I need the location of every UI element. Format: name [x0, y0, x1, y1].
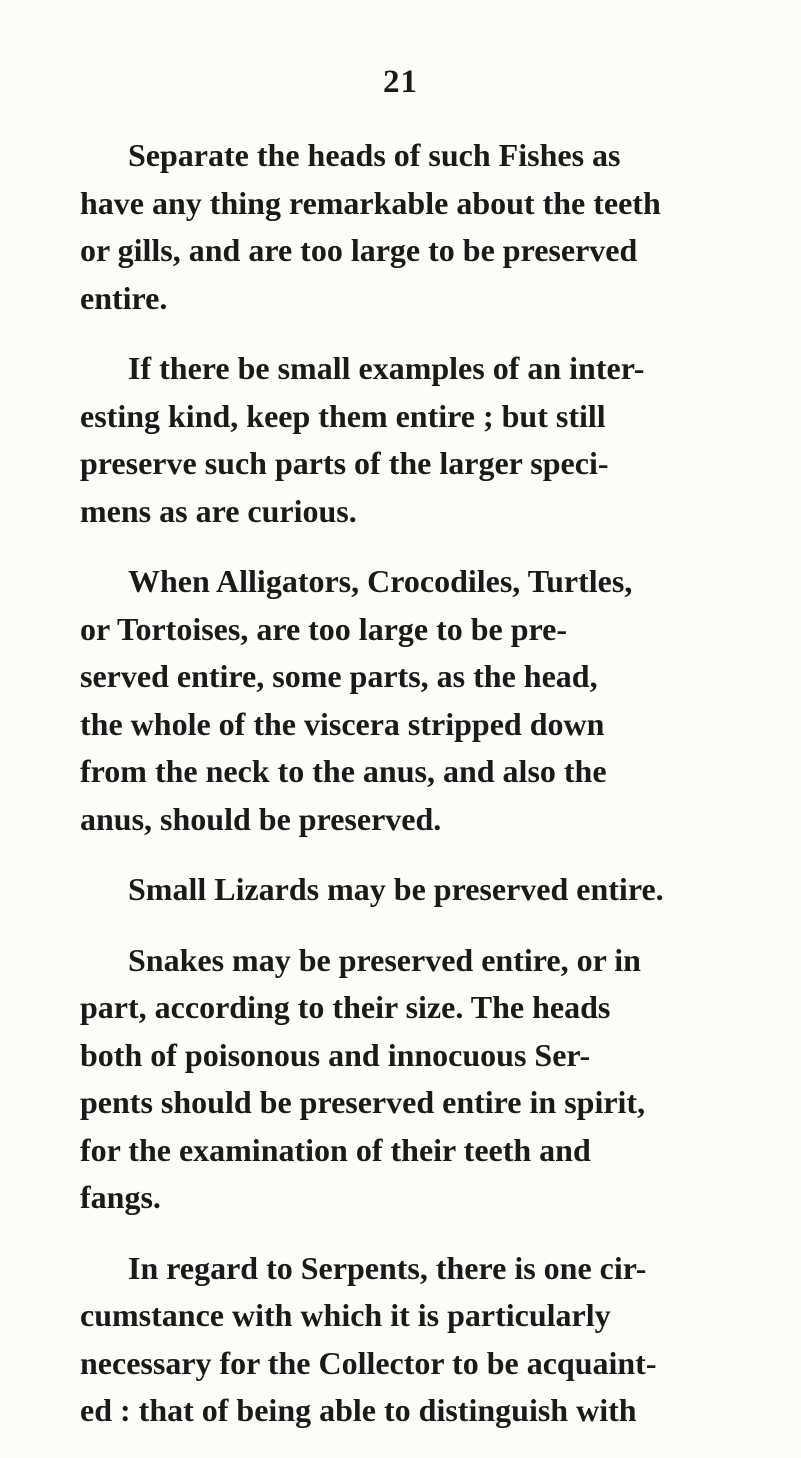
paragraph-snakes [80, 937, 712, 1222]
text-line: When Alligators, Crocodiles, Turtles, [128, 563, 633, 599]
text-line: Small Lizards may be preserved entire. [128, 871, 664, 907]
text-line: pents should be preserved entire in spirit, [80, 1084, 646, 1120]
text-line: served entire, some parts, as the head, [80, 658, 598, 694]
text-line: anus, should be preserved. [80, 800, 442, 837]
text-line: preserve such parts of the larger speci- [80, 445, 609, 481]
body-text [80, 132, 712, 1458]
text-line: or Tortoises, are too large to be pre- [80, 610, 568, 647]
text-line: both of poisonous and innocuous Ser- [80, 1036, 591, 1073]
paragraph-serpents [80, 1245, 712, 1435]
text-line: entire. [80, 279, 168, 316]
text-line: In regard to Serpents, there is one cir- [128, 1249, 647, 1286]
text-line: from the neck to the anus, and also the [80, 753, 607, 789]
page-number: 21 [383, 64, 418, 100]
text-line: ed : that of being able to distinguish with [80, 1392, 637, 1428]
text-line: If there be small examples of an inter- [128, 350, 645, 386]
text-line: for the examination of their teeth and [80, 1131, 591, 1168]
text-line: have any thing remarkable about the teeth [80, 184, 661, 221]
paragraph-alligators [80, 558, 712, 843]
text-line: necessary for the Collector to be acquaint- [80, 1344, 657, 1381]
text-line: fangs. [80, 1179, 161, 1215]
text-line: the whole of the viscera stripped down [80, 705, 605, 742]
text-line: Separate the heads of such Fishes as [128, 137, 621, 173]
text-line: or gills, and are too large to be preserved [80, 232, 638, 268]
text-line: part, according to their size. The heads [80, 989, 611, 1025]
paragraph-lizards [80, 866, 712, 914]
text-line: esting kind, keep them entire ; but still [80, 397, 606, 434]
paragraph-fish-heads [80, 132, 712, 322]
text-line: Snakes may be preserved entire, or in [128, 941, 641, 978]
text-line: cumstance with which it is particularly [80, 1297, 611, 1333]
text-line: mens as are curious. [80, 492, 357, 529]
paragraph-small-examples [80, 345, 712, 535]
